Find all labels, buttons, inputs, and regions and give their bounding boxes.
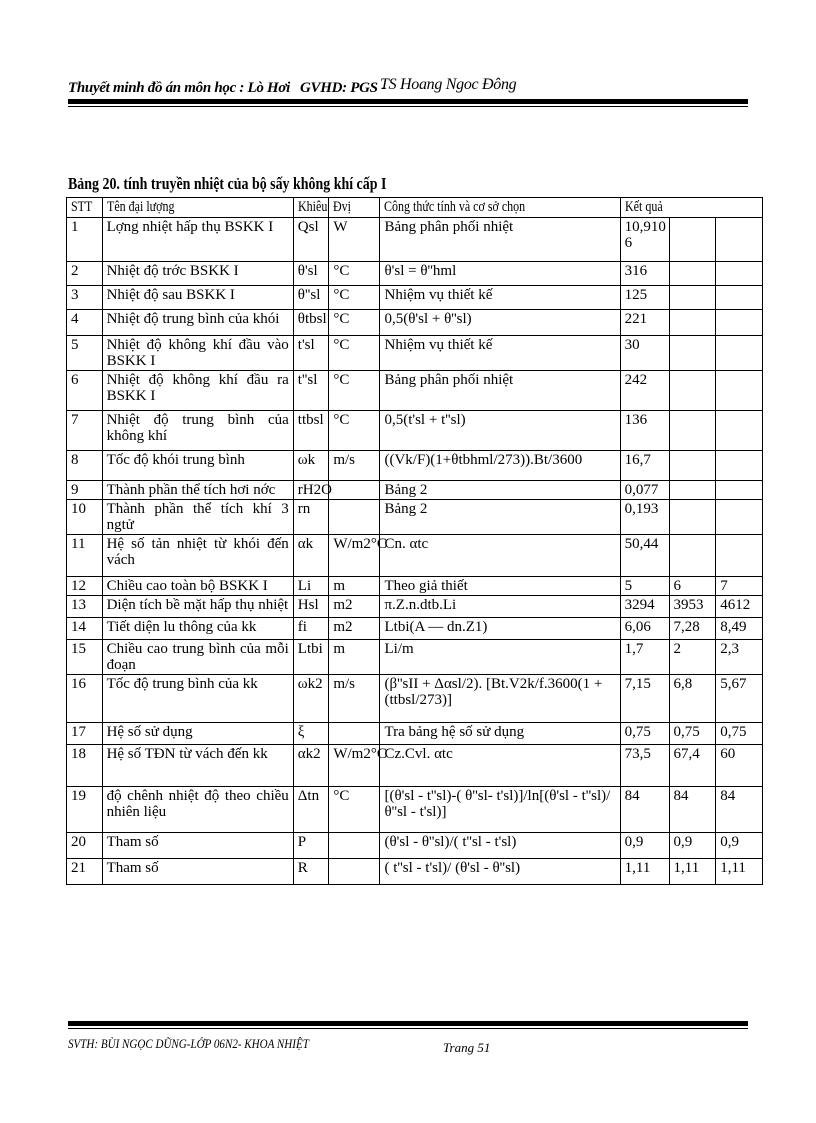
page-header [68, 76, 748, 100]
cell-r3: 84 [716, 787, 763, 833]
cell-r1: 50,44 [620, 535, 669, 577]
cell-name: Lợng nhiệt hấp thụ BSKK I [102, 218, 293, 262]
cell-r3: 0,9 [716, 833, 763, 859]
cell-symbol: θ''sl [293, 286, 329, 310]
cell-r1: 73,5 [620, 745, 669, 787]
cell-r3 [716, 535, 763, 577]
cell-stt: 5 [67, 336, 103, 371]
cell-stt: 13 [67, 596, 103, 618]
cell-formula: Theo giả thiết [380, 577, 620, 596]
cell-symbol: Hsl [293, 596, 329, 618]
cell-unit: m/s [329, 675, 380, 723]
cell-stt: 11 [67, 535, 103, 577]
cell-symbol: ttbsl [293, 411, 329, 451]
cell-name: Hệ số tản nhiệt từ khói đến vách [102, 535, 293, 577]
cell-name: Nhiệt độ trung bình của khói [102, 310, 293, 336]
cell-formula: Bảng 2 [380, 500, 620, 535]
cell-r2 [669, 310, 716, 336]
cell-r1: 221 [620, 310, 669, 336]
table-row [67, 577, 763, 596]
cell-symbol: θtbsl [293, 310, 329, 336]
table-row [67, 286, 763, 310]
cell-formula: 0,5(t'sl + t''sl) [380, 411, 620, 451]
table-header-row [67, 198, 763, 218]
cell-stt: 17 [67, 723, 103, 745]
cell-stt: 4 [67, 310, 103, 336]
cell-stt: 9 [67, 481, 103, 500]
cell-r2 [669, 336, 716, 371]
cell-formula: Cz.Cvl. αtc [380, 745, 620, 787]
cell-formula: Bảng phân phối nhiệt [380, 218, 620, 262]
table-row [67, 451, 763, 481]
cell-formula: θ'sl = θ''hml [380, 262, 620, 286]
cell-r1: 316 [620, 262, 669, 286]
cell-r1: 125 [620, 286, 669, 310]
cell-stt: 18 [67, 745, 103, 787]
cell-r2 [669, 535, 716, 577]
cell-unit: °C [329, 411, 380, 451]
cell-unit: °C [329, 371, 380, 411]
cell-unit: m2 [329, 596, 380, 618]
cell-name: Nhiệt độ không khí đầu vào BSKK I [102, 336, 293, 371]
header-rule-thick [68, 99, 748, 104]
cell-r2 [669, 371, 716, 411]
cell-r3 [716, 262, 763, 286]
cell-name: Nhiệt độ trớc BSKK I [102, 262, 293, 286]
footer-author: SVTH: BÙI NGỌC DŨNG-LỚP 06N2- KHOA NHIỆT [68, 1036, 309, 1051]
cell-formula: ((Vk/F)(1+θtbhml/273)).Bt/3600 [380, 451, 620, 481]
cell-r1: 84 [620, 787, 669, 833]
cell-name: Tiết diện lu thông của kk [102, 618, 293, 640]
table-row [67, 500, 763, 535]
col-name: Tên đại lượng [102, 198, 293, 218]
cell-r1: 16,7 [620, 451, 669, 481]
table-title: Bảng 20. tính truyền nhiệt của bộ sấy không khí cấp I [68, 174, 387, 193]
cell-symbol: ξ [293, 723, 329, 745]
cell-symbol: R [293, 859, 329, 885]
cell-formula: Ltbi(A — dn.Z1) [380, 618, 620, 640]
cell-r3 [716, 500, 763, 535]
table-row [67, 371, 763, 411]
cell-r2 [669, 500, 716, 535]
header-right-prefix: GVHD: PGS - [300, 80, 386, 96]
table-row [67, 723, 763, 745]
cell-formula: [(θ'sl - t''sl)-( θ''sl- t'sl)]/ln[(θ'sl - t''sl)/ θ''sl - t'sl)] [380, 787, 620, 833]
cell-r1: 0,75 [620, 723, 669, 745]
cell-formula: Nhiệm vụ thiết kế [380, 336, 620, 371]
cell-unit [329, 481, 380, 500]
table-row [67, 618, 763, 640]
cell-name: Thành phần thể tích hơi nớc [102, 481, 293, 500]
cell-r2: 6 [669, 577, 716, 596]
cell-symbol: θ'sl [293, 262, 329, 286]
cell-name: Tốc độ trung bình của kk [102, 675, 293, 723]
cell-r2: 2 [669, 640, 716, 675]
footer-rule-thin [68, 1028, 748, 1029]
cell-r2: 84 [669, 787, 716, 833]
cell-unit: m [329, 640, 380, 675]
cell-r3 [716, 481, 763, 500]
cell-name: Hệ số TĐN từ vách đến kk [102, 745, 293, 787]
cell-symbol: rH2O [293, 481, 329, 500]
cell-name: Tốc độ khói trung bình [102, 451, 293, 481]
col-symbol: Khiêu [293, 198, 329, 218]
cell-stt: 12 [67, 577, 103, 596]
col-formula: Công thức tính và cơ sở chọn [380, 198, 620, 218]
cell-formula: Bảng 2 [380, 481, 620, 500]
cell-r3: 0,75 [716, 723, 763, 745]
table-row [67, 310, 763, 336]
cell-stt: 8 [67, 451, 103, 481]
cell-unit: W/m2°C [329, 745, 380, 787]
cell-formula: Cn. αtc [380, 535, 620, 577]
table-row [67, 596, 763, 618]
col-result: Kết quả [620, 198, 762, 218]
footer-rule-thick [68, 1021, 748, 1026]
cell-unit [329, 859, 380, 885]
cell-r2 [669, 411, 716, 451]
cell-name: Thành phần thể tích khí 3 ngtử [102, 500, 293, 535]
cell-stt: 3 [67, 286, 103, 310]
cell-stt: 6 [67, 371, 103, 411]
cell-unit: m2 [329, 618, 380, 640]
cell-name: Tham số [102, 859, 293, 885]
cell-symbol: ωk [293, 451, 329, 481]
cell-r3: 1,11 [716, 859, 763, 885]
cell-r3 [716, 310, 763, 336]
cell-stt: 20 [67, 833, 103, 859]
header-left: Thuyết minh đồ án môn học : Lò Hơi [68, 80, 291, 96]
cell-stt: 15 [67, 640, 103, 675]
cell-stt: 16 [67, 675, 103, 723]
cell-unit: °C [329, 286, 380, 310]
cell-symbol: rn [293, 500, 329, 535]
header-right-name: TS Hoang Ngoc Đông [380, 76, 517, 93]
cell-r3 [716, 218, 763, 262]
footer-page-number: Trang 51 [443, 1040, 491, 1055]
table-row [67, 787, 763, 833]
cell-r3 [716, 411, 763, 451]
table-row [67, 675, 763, 723]
cell-r3: 4612 [716, 596, 763, 618]
cell-unit [329, 500, 380, 535]
cell-r3: 5,67 [716, 675, 763, 723]
header-rule-thin [68, 106, 748, 107]
heat-transfer-table [66, 197, 763, 885]
cell-r3: 60 [716, 745, 763, 787]
table-row [67, 481, 763, 500]
cell-unit: W [329, 218, 380, 262]
table-row [67, 833, 763, 859]
cell-r2 [669, 451, 716, 481]
cell-stt: 1 [67, 218, 103, 262]
table-row [67, 411, 763, 451]
cell-r1: 136 [620, 411, 669, 451]
cell-r2: 0,9 [669, 833, 716, 859]
cell-name: Nhiệt độ trung bình của không khí [102, 411, 293, 451]
cell-r1: 1,11 [620, 859, 669, 885]
cell-r2 [669, 481, 716, 500]
cell-symbol: ωk2 [293, 675, 329, 723]
cell-r3: 2,3 [716, 640, 763, 675]
cell-name: Chiều cao toàn bộ BSKK I [102, 577, 293, 596]
cell-symbol: t'sl [293, 336, 329, 371]
cell-r1: 0,9 [620, 833, 669, 859]
cell-symbol: Qsl [293, 218, 329, 262]
cell-r3 [716, 336, 763, 371]
cell-r3 [716, 371, 763, 411]
cell-name: độ chênh nhiệt độ theo chiều nhiên liệu [102, 787, 293, 833]
col-unit: Đvị [329, 198, 380, 218]
cell-unit: °C [329, 787, 380, 833]
cell-r2 [669, 286, 716, 310]
cell-r2: 7,28 [669, 618, 716, 640]
cell-r1: 242 [620, 371, 669, 411]
cell-unit [329, 723, 380, 745]
cell-name: Hệ số sử dụng [102, 723, 293, 745]
cell-formula: (β''sII + Δαsl/2). [Bt.V2k/f.3600(1 + (ttbsl/273)] [380, 675, 620, 723]
table-row [67, 859, 763, 885]
cell-r1: 30 [620, 336, 669, 371]
cell-formula: ( t''sl - t'sl)/ (θ'sl - θ''sl) [380, 859, 620, 885]
cell-r3: 7 [716, 577, 763, 596]
cell-symbol: Ltbi [293, 640, 329, 675]
cell-r1: 0,077 [620, 481, 669, 500]
cell-formula: π.Z.n.dtb.Li [380, 596, 620, 618]
table-row [67, 745, 763, 787]
cell-stt: 7 [67, 411, 103, 451]
cell-formula: Tra bảng hệ số sử dụng [380, 723, 620, 745]
cell-unit: W/m2°C [329, 535, 380, 577]
cell-name: Nhiệt độ sau BSKK I [102, 286, 293, 310]
cell-formula: Bảng phân phối nhiệt [380, 371, 620, 411]
cell-unit: m [329, 577, 380, 596]
cell-symbol: t''sl [293, 371, 329, 411]
cell-stt: 10 [67, 500, 103, 535]
table-row [67, 218, 763, 262]
cell-name: Diện tích bề mặt hấp thụ nhiệt [102, 596, 293, 618]
cell-r3 [716, 451, 763, 481]
cell-formula: Nhiệm vụ thiết kế [380, 286, 620, 310]
cell-r1: 3294 [620, 596, 669, 618]
cell-r1: 7,15 [620, 675, 669, 723]
cell-stt: 14 [67, 618, 103, 640]
col-stt: STT [67, 198, 103, 218]
cell-symbol: fi [293, 618, 329, 640]
cell-name: Tham số [102, 833, 293, 859]
table-row [67, 640, 763, 675]
cell-unit: m/s [329, 451, 380, 481]
cell-r1: 10,910 6 [620, 218, 669, 262]
cell-unit: °C [329, 262, 380, 286]
cell-r1: 0,193 [620, 500, 669, 535]
cell-r2 [669, 262, 716, 286]
cell-formula: (θ'sl - θ''sl)/( t''sl - t'sl) [380, 833, 620, 859]
cell-unit [329, 833, 380, 859]
cell-stt: 19 [67, 787, 103, 833]
cell-stt: 21 [67, 859, 103, 885]
table-row [67, 336, 763, 371]
cell-symbol: Li [293, 577, 329, 596]
cell-r2: 0,75 [669, 723, 716, 745]
cell-r2: 6,8 [669, 675, 716, 723]
cell-r3 [716, 286, 763, 310]
cell-r3: 8,49 [716, 618, 763, 640]
cell-unit: °C [329, 336, 380, 371]
cell-symbol: Δtn [293, 787, 329, 833]
cell-symbol: αk [293, 535, 329, 577]
cell-r1: 6,06 [620, 618, 669, 640]
cell-symbol: P [293, 833, 329, 859]
cell-symbol: αk2 [293, 745, 329, 787]
cell-r2: 3953 [669, 596, 716, 618]
cell-r2: 1,11 [669, 859, 716, 885]
cell-formula: 0,5(θ'sl + θ''sl) [380, 310, 620, 336]
cell-r2: 67,4 [669, 745, 716, 787]
cell-r1: 1,7 [620, 640, 669, 675]
cell-formula: Li/m [380, 640, 620, 675]
table-row [67, 262, 763, 286]
cell-stt: 2 [67, 262, 103, 286]
cell-r2 [669, 218, 716, 262]
cell-unit: °C [329, 310, 380, 336]
cell-r1: 5 [620, 577, 669, 596]
cell-name: Chiều cao trung bình của mỗi đoạn [102, 640, 293, 675]
table-row [67, 535, 763, 577]
cell-name: Nhiệt độ không khí đầu ra BSKK I [102, 371, 293, 411]
